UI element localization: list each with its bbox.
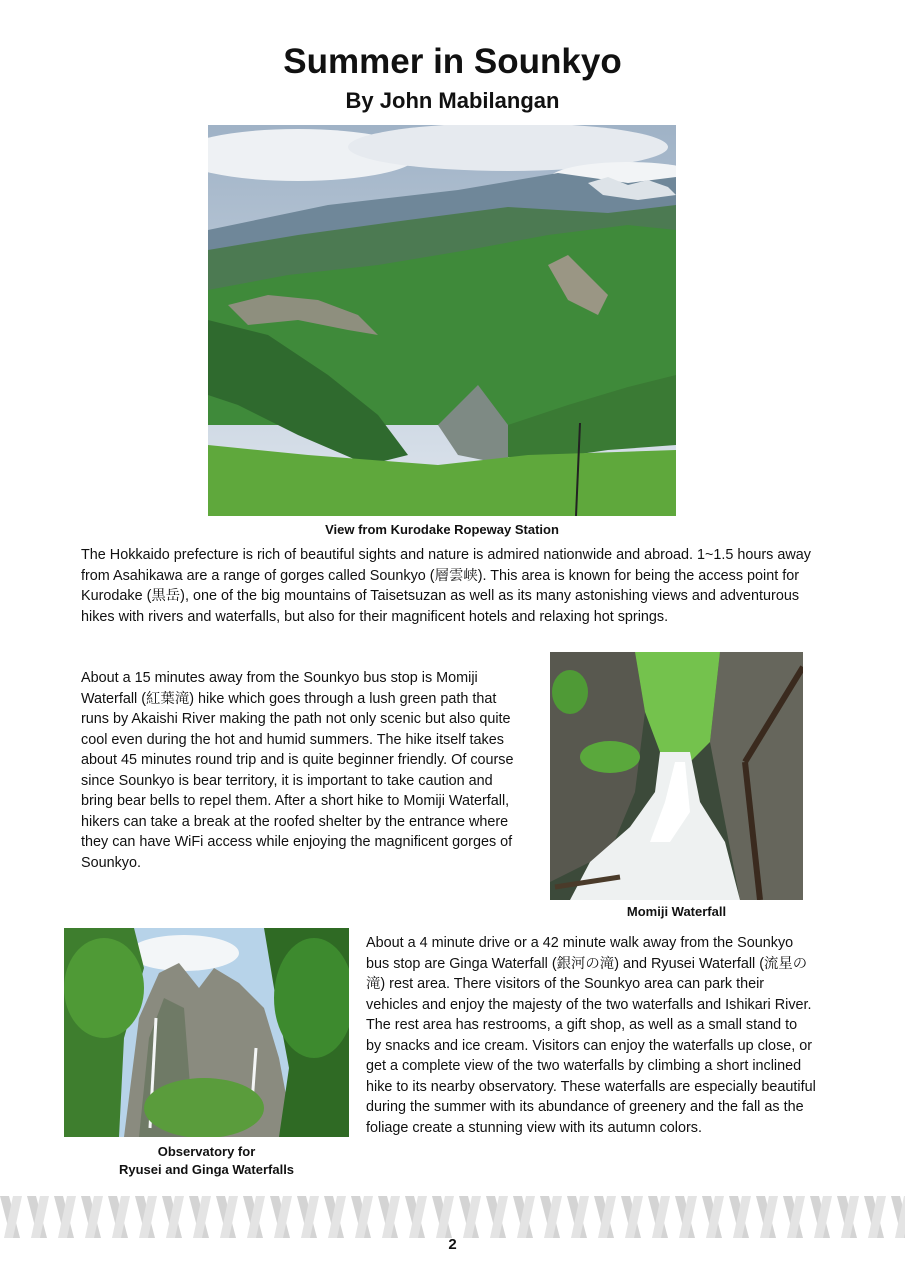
observatory-caption-line2: Ryusei and Ginga Waterfalls <box>118 1162 295 1177</box>
page-title: Summer in Sounkyo <box>283 42 622 81</box>
zigzag-divider <box>0 1196 905 1238</box>
observatory-caption <box>64 1143 349 1179</box>
intro-paragraph: The Hokkaido prefecture is rich of beautiful sights and nature is admired nationwide and abroad. 1~1.5 hours away from Asahikawa are a range of gorges called Sounkyo (層雲峡). This area is known for being the access point for Kurodake (黒岳), one of the big mountains of Taisetsuzan as well as its many astonishing views and adventurous hikes with rivers and waterfalls, but also for their magnificent hotels and relaxing hot springs. <box>81 547 811 625</box>
ginga-paragraph: About a 4 minute drive or a 42 minute walk away from the Sounkyo bus stop are Ginga Waterfall (銀河の滝) and Ryusei Waterfall (流星の滝) rest area. There visitors of the Sounkyo area can park their vehicles and enjoy the majesty of the two waterfalls and Ishikari River. The rest area has restrooms, a gift shop, as well as a small stand to by snacks and ice cream. Visitors can enjoy the waterfalls up close, or get a complete view of the two waterfalls by climbing a short inclined hike to its nearby observatory. These waterfalls are especially beautiful during the summer with its abundance of greenery and the fall as the foliage create a stunning view with its autumn colors. <box>366 935 816 1136</box>
ropeway-view-photo <box>208 125 676 516</box>
momiji-waterfall-photo <box>550 652 803 900</box>
observatory-caption-line1: Observatory for <box>157 1144 256 1159</box>
momiji-paragraph: About a 15 minutes away from the Sounkyo bus stop is Momiji Waterfall (紅葉滝) hike which goes through a lush green path that runs by Akaishi River making the path not only scenic but also quite cool even during the hot and humid summers. The hike itself takes about 45 minutes round trip and is quite beginner friendly. Of course since Sounkyo is bear territory, it is important to take caution and bring bear bells to repel them. After a short hike to Momiji Waterfall, hikers can take a break at the roofed shelter by the entrance where they can have WiFi access while enjoying the magnificent gorges of Sounkyo. <box>81 670 514 871</box>
ropeway-caption: View from Kurodake Ropeway Station <box>325 522 559 537</box>
momiji-caption: Momiji Waterfall <box>626 904 727 919</box>
page-number: 2 <box>448 1236 457 1253</box>
author-byline: By John Mabilangan <box>345 88 560 113</box>
observatory-photo <box>64 928 349 1137</box>
